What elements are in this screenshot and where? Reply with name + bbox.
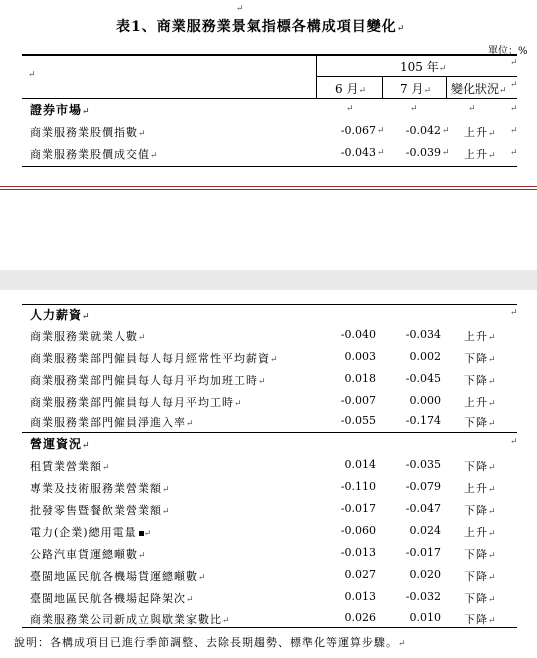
value-jul: 0.000 [409,394,441,407]
paragraph-mark: ↵ [377,148,385,158]
header-month-jul: 7 月↵ [400,82,431,96]
unit-label: 單位：% [488,46,528,57]
value-jun: -0.055 [340,414,376,427]
header-left-divider [316,54,317,98]
paragraph-mark: ↵ [510,126,518,136]
header-divider-2 [446,76,447,98]
table-top-rule [22,54,517,56]
change-status: 上升↵ [464,148,497,161]
value-jul: -0.034 [405,328,441,341]
value-jun: 0.026 [344,611,376,624]
paragraph-mark: ↵ [510,437,518,447]
row-label: 公路汽車貨運總噸數↵ [30,548,147,561]
page-break-line [0,189,537,190]
value-jul: 0.024 [409,524,441,537]
change-status: 上升↵ [464,126,497,139]
value-jun: -0.013 [340,546,376,559]
change-status: 上升↵ [464,396,497,409]
row-label: 商業服務業部門僱員每人每月平均工時↵ [30,396,243,409]
table-title: 表1、商業服務業景氣指標各構成項目變化↵ [116,19,406,35]
header-month-jun: 6 月↵ [335,82,366,96]
section-title-labor: 人力薪資↵ [30,308,91,322]
table-top-rule [22,304,517,305]
value-jun: -0.040 [340,328,376,341]
paragraph-mark: ↵ [346,104,354,114]
value-jun: 0.013 [344,590,376,603]
paragraph-mark: ↵ [510,148,518,158]
section-divider-rule [22,432,517,433]
change-status: 下降↵ [464,570,497,583]
value-jul: -0.032 [405,590,441,603]
header-mid-rule [316,76,517,77]
change-status: 下降↵ [464,460,497,473]
row-label: 商業服務業部門僱員每人每月經常性平均薪資↵ [30,352,279,365]
page-gap [0,270,537,290]
change-status: 下降↵ [464,613,497,626]
value-jun: -0.043 [340,146,376,159]
value-jun: 0.018 [344,372,376,385]
paragraph-mark: ↵ [236,4,244,14]
row-label: 臺閩地區民航各機場貨運總噸數↵ [30,570,207,583]
page-break-line [0,186,537,187]
footnote: 說明：各構成項目已進行季節調整、去除長期趨勢、標準化等運算步驟。↵ [14,636,407,649]
paragraph-mark: ↵ [510,104,518,114]
section-title-operations: 營運資況↵ [30,437,91,451]
header-bottom-rule [22,98,517,99]
value-jun: -0.017 [340,502,376,515]
row-label: 商業服務業公司新成立與歇業家數比↵ [30,613,231,626]
value-jul: -0.017 [405,546,441,559]
value-jun: 0.014 [344,458,376,471]
change-status: 上升↵ [464,482,497,495]
value-jun: -0.060 [340,524,376,537]
value-jul: -0.039 [405,146,441,159]
value-jun: -0.007 [340,394,376,407]
table-bottom-rule [22,627,517,628]
value-jul: 0.020 [409,568,441,581]
row-label: 商業服務業部門僱員淨進入率↵ [30,416,195,429]
change-status: 下降↵ [464,504,497,517]
row-label: 電力(企業)總用電量 ↵ [30,526,153,539]
change-status: 下降↵ [464,592,497,605]
value-jun: 0.027 [344,568,376,581]
row-label: 臺閩地區民航各機場起降架次↵ [30,592,195,605]
paragraph-mark: ↵ [442,126,450,136]
section-title-securities: 證券市場↵ [30,103,91,117]
paragraph-mark: ↵ [510,58,518,68]
value-jul: 0.002 [409,350,441,363]
change-status: 下降↵ [464,352,497,365]
value-jul: -0.045 [405,372,441,385]
value-jun: -0.110 [340,480,376,493]
paragraph-mark: ↵ [510,80,518,90]
value-jul: -0.174 [405,414,441,427]
value-jul: -0.079 [405,480,441,493]
header-year: 105 年↵ [400,60,447,74]
row-label: 商業服務業股價成交值↵ [30,148,159,161]
paragraph-mark: ↵ [28,70,36,80]
change-status: 下降↵ [464,374,497,387]
row-label: 商業服務業就業人數↵ [30,330,147,343]
change-status: 上升↵ [464,526,497,539]
paragraph-mark: ↵ [510,308,518,318]
value-jun: 0.003 [344,350,376,363]
paragraph-mark: ↵ [410,104,418,114]
row-label: 專業及技術服務業營業額↵ [30,482,171,495]
paragraph-mark: ↵ [377,126,385,136]
paragraph-mark: ↵ [468,104,476,114]
header-change-status: 變化狀況↵ [451,82,507,96]
value-jul: -0.047 [405,502,441,515]
change-status: 下降↵ [464,416,497,429]
value-jul: -0.035 [405,458,441,471]
change-status: 上升↵ [464,330,497,343]
value-jul: -0.042 [405,124,441,137]
row-label: 商業服務業部門僱員每人每月平均加班工時↵ [30,374,267,387]
paragraph-mark: ↵ [442,148,450,158]
value-jun: -0.067 [340,124,376,137]
row-label: 商業服務業股價指數↵ [30,126,147,139]
header-divider-1 [382,76,383,98]
change-status: 下降↵ [464,548,497,561]
value-jul: 0.010 [409,611,441,624]
table-bottom-rule [22,166,517,167]
row-label: 租賃業營業額↵ [30,460,111,473]
row-label: 批發零售暨餐飲業營業額↵ [30,504,171,517]
